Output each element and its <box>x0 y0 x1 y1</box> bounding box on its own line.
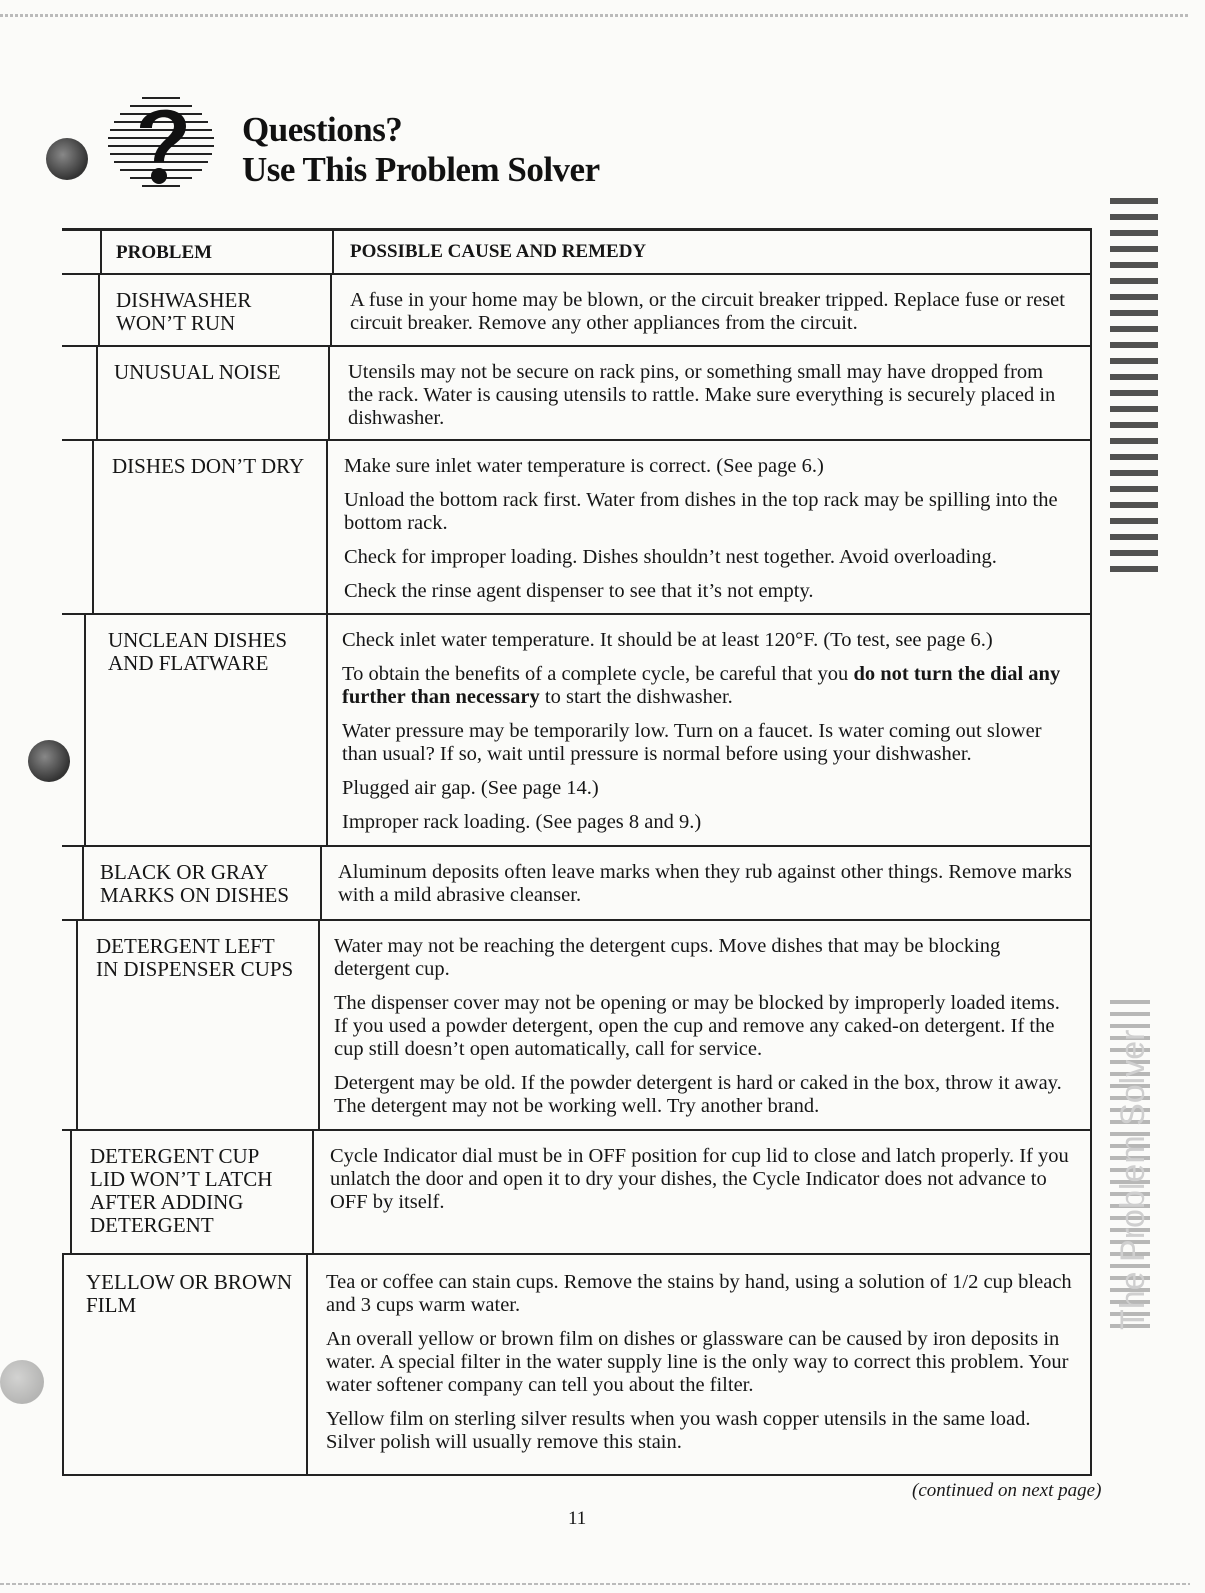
problem-label <box>100 861 289 907</box>
remedy-cell <box>330 1145 1072 1225</box>
header-problem-cell <box>100 231 334 273</box>
remedy-text: Make sure inlet water temperature is correct. (See page 6.) <box>344 455 824 477</box>
problem-cell <box>70 1131 314 1253</box>
remedy-text: Improper rack loading. (See pages 8 and 9.) <box>342 811 702 833</box>
problem-line: MARKS ON DISHES <box>100 883 290 907</box>
problem-label <box>112 455 304 478</box>
title-line-1: Questions? <box>242 110 403 149</box>
page-title <box>242 110 600 190</box>
binder-hole-bottom <box>0 1360 44 1404</box>
cycle-note-text: to start the dishwasher. <box>539 686 733 708</box>
problem-line: UNUSUAL NOISE <box>114 360 281 384</box>
problem-label <box>116 289 251 335</box>
cycle-note-text: To obtain the benefits of a complete cycle, be careful that you <box>342 663 854 685</box>
side-tab-marks <box>1110 198 1158 578</box>
remedy-text: Check the rinse agent dispenser to see that it’s not empty. <box>344 580 814 602</box>
remedy-text: Check for improper loading. Dishes shouldn’t nest together. Avoid overloading. <box>344 546 997 568</box>
problem-line: DETERGENT CUP <box>90 1144 260 1168</box>
problem-cell <box>84 615 328 845</box>
problem-label <box>108 629 287 675</box>
table-row <box>62 441 1090 615</box>
problem-line: DETERGENT <box>90 1213 214 1237</box>
problem-line: UNCLEAN DISHES <box>108 628 288 652</box>
problem-line: DISHWASHER <box>116 288 252 312</box>
problem-line: DISHES DON’T DRY <box>112 454 305 478</box>
remedy-cell <box>350 289 1072 346</box>
problem-label <box>90 1145 272 1237</box>
page-number: 11 <box>568 1508 587 1529</box>
problem-cell <box>62 1255 308 1474</box>
table-row <box>62 347 1090 441</box>
table-row <box>62 615 1090 847</box>
table-row <box>62 1131 1090 1255</box>
remedy-cell <box>338 861 1072 918</box>
problem-label <box>114 361 281 384</box>
remedy-text-cycle-note <box>342 663 1072 709</box>
remedy-text: Detergent may be old. If the powder detergent is hard or caked in the box, throw it away. The detergent may not be working well. Try another brand. <box>334 1072 1062 1117</box>
table-row <box>62 921 1090 1131</box>
problem-cell <box>76 921 320 1129</box>
problem-line: DETERGENT LEFT <box>96 934 275 958</box>
remedy-cell <box>344 455 1072 614</box>
remedy-text: Tea or coffee can stain cups. Remove the stains by hand, using a solution of 1/2 cup bleach and 3 cups warm water. <box>326 1271 1072 1316</box>
remedy-text: An overall yellow or brown film on dishes or glassware can be caused by iron deposits in water. A special filter in the water supply line is the only way to correct this problem. Your water softener company can tell you about the filter. <box>326 1328 1069 1396</box>
table-header-row <box>62 231 1090 275</box>
side-tab-label: The Problem Solver <box>1114 1029 1152 1330</box>
table-row <box>62 847 1090 921</box>
remedy-text: Unload the bottom rack first. Water from dishes in the top rack may be spilling into the bottom rack. <box>344 489 1058 534</box>
remedy-text: Utensils may not be secure on rack pins, or something small may have dropped from the rack. Water is causing utensils to rattle. Make sure everything is securely placed in dishwasher. <box>348 361 1056 429</box>
scan-edge-top <box>0 14 1190 17</box>
problem-label <box>86 1271 292 1317</box>
table-row <box>62 1255 1090 1476</box>
remedy-cell <box>348 361 1072 441</box>
cycle-note-emphasis: do not turn the dial any further than necessary <box>342 663 1061 708</box>
scan-edge-bottom <box>0 1583 1190 1585</box>
problem-line: FILM <box>86 1293 137 1317</box>
problem-line: WON’T RUN <box>116 311 236 335</box>
remedy-cell <box>342 629 1072 845</box>
problem-line: LID WON’T LATCH <box>90 1167 273 1191</box>
problem-line: BLACK OR GRAY <box>100 860 269 884</box>
problem-cell <box>96 347 330 439</box>
remedy-text: A fuse in your home may be blown, or the circuit breaker tripped. Replace fuse or reset circuit breaker. Remove any other appliances from the circuit. <box>350 289 1065 334</box>
remedy-text: Yellow film on sterling silver results when you wash copper utensils in the same load. Silver polish will usually remove this stain. <box>326 1408 1031 1453</box>
remedy-text: The dispenser cover may not be opening or may be blocked by improperly loaded items. If you used a powder detergent, open the cup and remove any caked-on detergent. If the cup still doesn’t open automatically, call for service. <box>334 992 1060 1060</box>
header-problem: PROBLEM <box>116 242 213 263</box>
problem-line: AND FLATWARE <box>108 651 269 675</box>
remedy-cell <box>326 1271 1072 1465</box>
problem-solver-table <box>62 228 1092 1476</box>
remedy-cell <box>334 935 1072 1129</box>
continued-note: (continued on next page) <box>912 1480 1102 1501</box>
remedy-text: Check inlet water temperature. It should be at least 120°F. (To test, see page 6.) <box>342 629 993 651</box>
remedy-text: Plugged air gap. (See page 14.) <box>342 777 599 799</box>
binder-hole-top <box>46 138 88 180</box>
question-mark-logo-icon <box>102 92 220 200</box>
problem-cell <box>92 441 328 613</box>
problem-line: AFTER ADDING <box>90 1190 244 1214</box>
remedy-text: Aluminum deposits often leave marks when they rub against other things. Remove marks with a mild abrasive cleanser. <box>338 861 1072 906</box>
title-line-2: Use This Problem Solver <box>242 150 600 189</box>
remedy-text: Cycle Indicator dial must be in OFF position for cup lid to close and latch properly. If you unlatch the door and open it to dry your dishes, the Cycle Indicator does not advance to OFF by itself. <box>330 1145 1069 1213</box>
problem-cell <box>82 847 322 919</box>
table-row <box>62 275 1090 347</box>
problem-line: IN DISPENSER CUPS <box>96 957 294 981</box>
problem-label <box>96 935 293 981</box>
remedy-text: Water may not be reaching the detergent cups. Move dishes that may be blocking detergent cup. <box>334 935 1001 980</box>
remedy-text: Water pressure may be temporarily low. Turn on a faucet. Is water coming out slower than usual? If so, wait until pressure is normal before using your dishwasher. <box>342 720 1042 765</box>
problem-line: YELLOW OR BROWN <box>86 1270 293 1294</box>
problem-cell <box>98 275 332 345</box>
header-remedy: POSSIBLE CAUSE AND REMEDY <box>350 241 647 262</box>
